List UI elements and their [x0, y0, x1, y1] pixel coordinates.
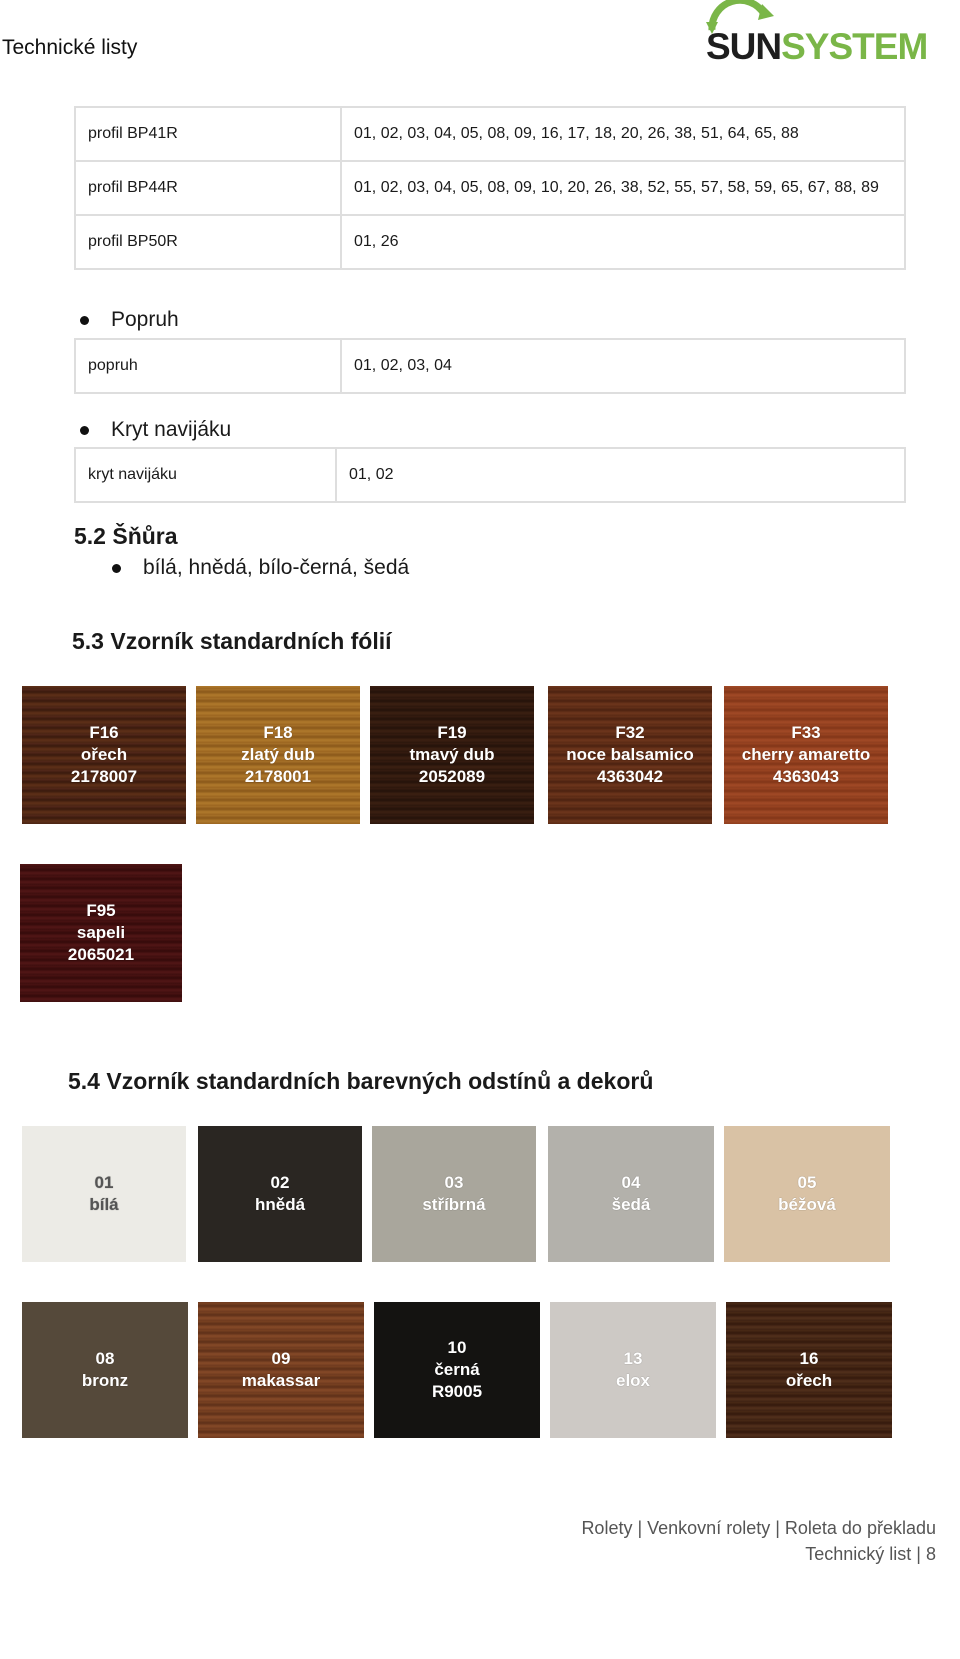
popruh-table	[74, 338, 906, 394]
swatch-number: 4363042	[596, 767, 664, 786]
swatch-code: F33	[791, 723, 821, 742]
foil-swatch	[370, 686, 534, 824]
swatch-name: ořech	[785, 1371, 833, 1390]
profil-values: 01, 26	[341, 215, 905, 269]
swatch-name: stříbrná	[422, 1195, 486, 1214]
profil-label: profil BP44R	[75, 161, 341, 215]
profil-values: 01, 02, 03, 04, 05, 08, 09, 16, 17, 18, 20, 26, 38, 51, 64, 65, 88	[341, 107, 905, 161]
profil-label: profil BP50R	[75, 215, 341, 269]
swatch-number: 2052089	[418, 767, 486, 786]
snura-bullet-text: bílá, hnědá, bílo-černá, šedá	[143, 556, 410, 579]
swatch-number: R9005	[431, 1382, 483, 1401]
swatch-name: béžová	[778, 1195, 836, 1214]
swatch-code: F95	[86, 901, 116, 920]
foil-swatch	[548, 686, 712, 824]
swatch-name: ořech	[80, 745, 128, 764]
bullet-icon	[112, 564, 121, 573]
swatch-code: F32	[615, 723, 645, 742]
table-row	[75, 161, 905, 215]
swatch-name: bílá	[89, 1195, 119, 1214]
swatch-code: 10	[447, 1338, 467, 1357]
table-row	[75, 107, 905, 161]
swatch-code: F16	[89, 723, 119, 742]
section-5-3-heading: 5.3 Vzorník standardních fólií	[72, 628, 392, 654]
swatch-code: 16	[799, 1349, 819, 1368]
page-header-title: Technické listy	[2, 36, 138, 59]
swatch-code: 03	[444, 1173, 464, 1192]
profil-values: 01, 02, 03, 04, 05, 08, 09, 10, 20, 26, 38, 52, 55, 57, 58, 59, 65, 67, 88, 89	[341, 161, 905, 215]
swatch-name: tmavý dub	[409, 745, 495, 764]
swatch-number: 2178001	[244, 767, 312, 786]
swatch-code: 08	[95, 1349, 115, 1368]
swatch-name: šedá	[611, 1195, 651, 1214]
bullet-icon	[80, 426, 89, 435]
swatch-name: makassar	[241, 1371, 321, 1390]
color-swatch	[374, 1302, 540, 1438]
sunsystem-logo	[702, 0, 952, 70]
swatch-name: bronz	[81, 1371, 129, 1390]
swatch-number: 2178007	[70, 767, 138, 786]
color-swatch	[198, 1302, 364, 1438]
kryt-values: 01, 02	[336, 448, 905, 502]
swatch-code: F19	[437, 723, 467, 742]
color-swatch	[198, 1126, 362, 1262]
swatch-code: 02	[270, 1173, 290, 1192]
popruh-values: 01, 02, 03, 04	[341, 339, 905, 393]
kryt-table	[74, 447, 906, 503]
popruh-heading	[80, 308, 179, 332]
swatch-name: noce balsamico	[566, 745, 694, 764]
swatch-number: 4363043	[772, 767, 840, 786]
footer-page-number: Technický list | 8	[805, 1544, 936, 1564]
foil-swatch	[724, 686, 888, 824]
swatch-name: zlatý dub	[241, 745, 315, 764]
footer-breadcrumb: Rolety | Venkovní rolety | Roleta do překladu	[581, 1518, 936, 1538]
swatch-number: 2065021	[67, 945, 135, 964]
swatch-name: elox	[615, 1371, 651, 1390]
snura-bullet	[112, 556, 409, 580]
color-swatch	[22, 1126, 186, 1262]
foil-swatch	[22, 686, 186, 824]
color-swatch	[372, 1126, 536, 1262]
swatch-code: 01	[94, 1173, 114, 1192]
profil-table	[74, 106, 906, 270]
swatch-code: 05	[797, 1173, 817, 1192]
section-5-4-heading: 5.4 Vzorník standardních barevných odstínů a dekorů	[68, 1068, 654, 1094]
kryt-heading-text: Kryt navijáku	[111, 418, 232, 441]
swatch-code: 09	[271, 1349, 291, 1368]
popruh-heading-text: Popruh	[111, 308, 179, 331]
swatch-code: F18	[263, 723, 293, 742]
table-row	[75, 339, 905, 393]
logo-text-system: SYSTEM	[781, 26, 928, 67]
table-row	[75, 448, 905, 502]
color-swatch	[548, 1126, 714, 1262]
swatch-name: sapeli	[76, 923, 126, 942]
color-swatch	[550, 1302, 716, 1438]
kryt-label: kryt navijáku	[75, 448, 336, 502]
foil-swatch	[20, 864, 182, 1002]
section-5-2-heading: 5.2 Šňůra	[74, 523, 178, 549]
foil-swatch	[196, 686, 360, 824]
color-swatch	[22, 1302, 188, 1438]
swatch-code: 04	[621, 1173, 641, 1192]
popruh-label: popruh	[75, 339, 341, 393]
bullet-icon	[80, 316, 89, 325]
color-swatch	[726, 1302, 892, 1438]
color-swatch	[724, 1126, 890, 1262]
swatch-code: 13	[623, 1349, 643, 1368]
logo-text-sun: SUN	[706, 26, 782, 67]
swatch-name: černá	[434, 1360, 480, 1379]
swatch-name: hnědá	[254, 1195, 306, 1214]
profil-label: profil BP41R	[75, 107, 341, 161]
table-row	[75, 215, 905, 269]
swatch-name: cherry amaretto	[741, 745, 871, 764]
kryt-heading	[80, 418, 231, 442]
